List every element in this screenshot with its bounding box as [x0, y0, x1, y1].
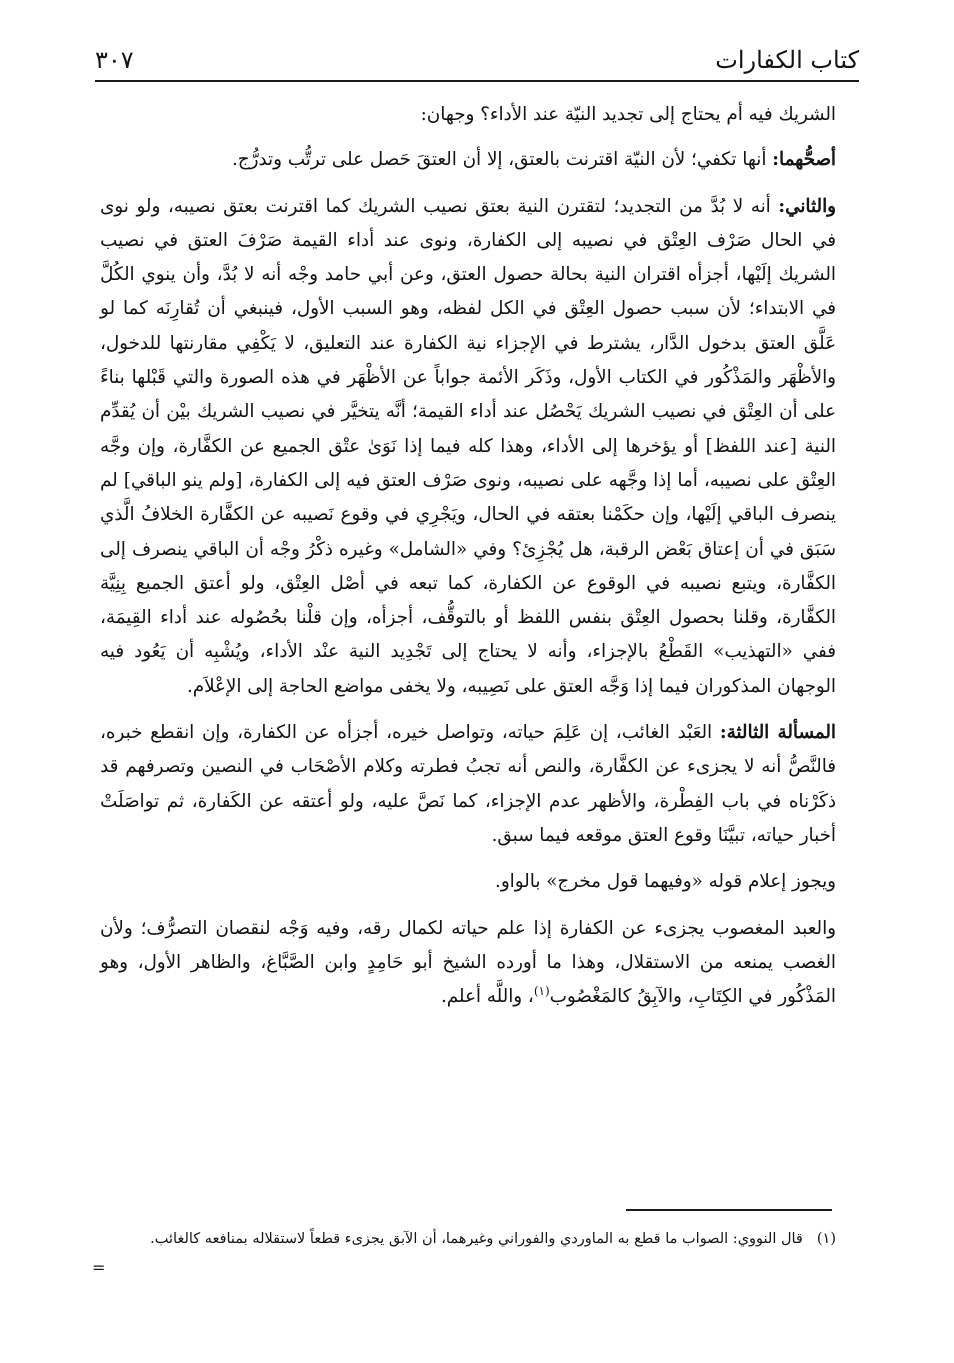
footnote-item	[100, 1222, 836, 1256]
chapter-title: كتاب الكفارات	[715, 46, 859, 74]
footnote-text: قال النووي: الصواب ما قطع به الماوردي والفوراني وغيرهما، أن الآبق يجزىء قطعاً لاستقلاله بمنافعه كالغائب.	[150, 1231, 803, 1247]
footnote-reference[interactable]: (١)	[533, 984, 550, 999]
paragraph-first-view	[100, 143, 836, 177]
usurped-slave-text: والعبد المغصوب يجزىء عن الكفارة إذا علم حياته لكمال رقه، وفيه وَجْه لنقصان التصرُّف؛ ولأن الغصب يمنعه من الاستقلال، وهذا ما أورده الشيخ أبو حَامِدٍ وابن الصَّبَّاغ، والظاهر الأول، وهو المَذْكُور في الكِتَابِ، والآبِقُ كالمَغْصُوب	[100, 917, 836, 1008]
margin-mark: =	[92, 1258, 106, 1277]
main-text	[100, 98, 836, 1014]
paragraph-notation: ويجوز إعلام قوله «وفيهما قول مخرج» بالواو.	[495, 871, 836, 893]
paragraph-third-issue	[100, 716, 836, 853]
footnote-number: (١)	[816, 1231, 836, 1247]
paragraph-usurped-slave	[100, 912, 836, 1015]
first-view-label: أصحُّهما:	[772, 149, 836, 171]
third-issue-text: العَبْد الغائب، إن عَلِمَ حياته، وتواصل خيره، أجزأه عن الكفارة، وإن انقطع خبره، فالنَّصُّ أنه لا يجزىء عن الكفَّارة، والنص أنه تجبُ فطرته وكلام الأصْحَاب في النصين وتصرفهم قد ذكَرْناه في باب الفِطْرة، والأظهر عدم الإجزاء، كما نَصَّ عليه، ولو أعتقه عن الكَفارة، ثم تواصَلَتْ أخبار حياته، تبيَّنَا وقوع العتق موقعه فيما سبق.	[100, 722, 836, 846]
paragraph-intro: الشريك فيه أم يحتاج إلى تجديد النيّة عند الأداء؟ وجهان:	[420, 104, 836, 125]
usurped-slave-closing: ، واللَّه أعلم.	[440, 986, 534, 1008]
second-view-label: والثاني:	[778, 195, 836, 217]
page-number: ٣٠٧	[95, 46, 134, 74]
header-divider	[95, 80, 859, 82]
running-header	[95, 36, 859, 84]
first-view-text: أنها تكفي؛ لأن النيّة اقترنت بالعتق، إلا أن العتقَ حَصل على ترتُّب وتدرُّج.	[231, 149, 773, 171]
second-view-text: أنه لا بُدَّ من التجديد؛ لتقترن النية بعتق نصيب الشريك كما اقترنت بعتق نصيبه، ولو نوى في الحال صَرْف العِتْق في نصيبه إلى الكفارة، ونوى عند أداء القيمة صَرْفَ العتق في نصيب الشريك إلَيْها، أجزأه اقتران النية بحالة حصول العتق، وعن أبي حامد وجْه أنه لا بُدَّ، وأن ينوي الكُلَّ في الابتداء؛ لأن سبب حصول العِتْق في الكل لفظه، وهو السبب الأول، فينبغي أن تُقارِنَه كما لو عَلَّق العتق بدخول الدَّار، يشترط في الإجزاء نية الكفارة عند التعليق، لا يَكْفِي مقارنتها للدخول، والأظْهَر والمَذْكُور في الكتاب الأول، وذَكَر الأئمة جواباً عن الأظْهَر في هذه الصورة والتي قَبْلها بناءً على أن العِتْق في نصيب الشريك يَحْصُل عند أداء القيمة؛ أنَّه يتخيَّر في نصيب الشريك بيْن أن يُقدِّم النية [عند اللفظ] أو يؤخرها إلى الأداء، وهذا كله فيما إذا نَوَىٰ عتْق الجميع عن الكفَّارة، وإن وجَّه العِتْق على نصيبه، أما إذا وجَّهه على نصيبه، ونوى صَرْف العتق فيه إلى الكفارة، [ولم ينو الباقي] لم ينصرف الباقي إلَيْها، وإن حكَمْنا بعتقه في الحال، ويَجْرِي في وقوع نَصيبه عن الكفَّارة الخلافُ الَّذي سَبَق في أن إعتاق بَعْض الرقبة، هل يُجْزِئ؟ وفي «الشامل» وغيره ذكْرُ وجْه أن الباقي ينصرف إلى الكفَّارة، ويتبع نصيبه في الوقوع عن الكفارة، كما تبعه في أصْل العِتْق، ولو أعتق الجميع بِنِيَّة الكفَّارة، وقلنا بحصول العِتْق بنفس اللفظ أو بالتوقُّف، أجزأه، وإن قلْنا بحُصُوله عند أداء القِيمَة، ففي «التهذيب» القَطْعُ بالإجزاء، وأنه لا يحتاج إلى تَجْدِيد النية عنْد الأداء، ويُشْبِه أن يَعُود فيه الوجهان المذكوران فيما إذا وَجَّه العتق على نَصِيبه، ولا يخفى مواضع الحاجة إلى الإعْلاَم.	[100, 195, 836, 697]
footnote	[100, 1222, 836, 1256]
footnote-divider	[626, 1209, 832, 1211]
third-issue-label: المسألة الثالثة:	[719, 722, 836, 744]
paragraph-second-view	[100, 190, 836, 704]
